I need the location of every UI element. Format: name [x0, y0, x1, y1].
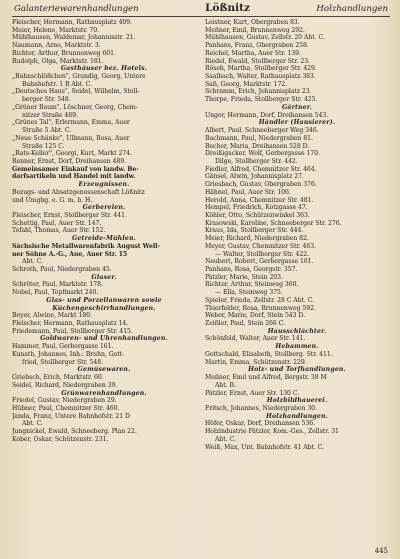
- entry-line: „Grünes Tal", Erlermann, Emma, Auer: [12, 119, 130, 127]
- entry-line: darfsartikeln und Handel mit landw.: [12, 173, 136, 181]
- entry-line: Renner, Ernst, Dorf, Dreihansen 489.: [12, 157, 126, 165]
- columns: [12, 19, 390, 451]
- entry-line: Weiß, Max, Unt. Bahnhofstr. 41 Abt. C.: [205, 443, 325, 451]
- entry-line: Weber, Marie, Dorf, Stein 543 D.: [205, 312, 305, 320]
- section-heading: Glas- und Porzellanwaren sowie: [46, 296, 162, 304]
- entry-line: Gemeinsamer Einkauf von landw. Be-: [12, 165, 139, 173]
- entry-continuation: Abt. B.: [215, 381, 236, 389]
- entry-line: „Deutsches Haus", Seidel, Wilhelm, Stoll-: [12, 88, 140, 96]
- entry-line: „Rats-Keller", Georgi, Kurt, Markt 274.: [12, 150, 133, 158]
- entry-line: Rudolph, Olga, Marktstr. 181.: [12, 57, 104, 65]
- section-heading: Holzbildhauerei.: [266, 397, 328, 405]
- entry-line: Köhler, Otto, Schützenwinkel 363.: [205, 211, 310, 219]
- entry-line: Schönfeld, Walter, Auer Str. 141.: [205, 335, 306, 343]
- section-heading: Erzeugnissen.: [78, 181, 130, 189]
- entry-line: Mühlhausen, Gustav, Zellstr. 20 Abt. C.: [205, 34, 325, 42]
- entry-line: Herold, Anna, Chemnitzer Str. 481.: [205, 196, 314, 204]
- entry-line: Martin, Emma, Schützenstr. 229.: [205, 358, 307, 366]
- entry-line: Fleischer, Hermann, Rathausplatz 409.: [12, 19, 133, 26]
- entry-line: Tofahl, Thomas, Auer Str. 152.: [12, 227, 106, 235]
- entry-line: Friedel, Gustav, Niedergraben 29.: [12, 397, 117, 405]
- header-right: Holzhandlungen: [316, 4, 388, 14]
- right-column: [205, 19, 389, 451]
- entry-line: Röseh, Martha, Stollberger Str. 429.: [205, 65, 317, 73]
- entry-line: Schröter, Paul, Marktstr. 178.: [12, 281, 103, 289]
- entry-line: Leistner, Kurt, Obergraben 83.: [205, 19, 300, 26]
- entry-line: Albert, Paul, Schneeberger Weg 346.: [205, 127, 319, 135]
- entry-line: Bachmann, Paul, Niedergraben 81.: [205, 134, 313, 142]
- entry-line: Fritsch, Johannes, Niedergraben 30.: [205, 404, 317, 412]
- entry-continuation: Straße 5 Abt. C.: [22, 127, 72, 135]
- section-heading: Gasthäuser bez. Hotels.: [60, 65, 148, 73]
- entry-line: Thierfelder, Rosa, Brunnenweg 592.: [205, 304, 316, 312]
- entry-line: Spieler, Frieda, Zellstr. 28 C Abt. C.: [205, 296, 315, 304]
- section-heading: Küchengeschirrhandlungen.: [52, 304, 156, 312]
- entry-line: Höfer, Oskar, Dorf, Dreihansen 536.: [205, 420, 316, 428]
- entry-line: „Neue Schänke", Ullmann, Rosa, Auer: [12, 134, 130, 142]
- entry-line: Fiedler, Alfred, Chemnitzer Str. 464.: [205, 165, 317, 173]
- entry-line: Saalbach, Walter, Rathausplatz 383.: [205, 73, 316, 81]
- entry-line: Fleischer, Ernst, Stollberger Str. 441.: [12, 211, 127, 219]
- entry-continuation: — Ella, Steinweg 375.: [215, 289, 283, 297]
- entry-line: Bezugs- und Absatzgenossenschaft Lößnitz: [12, 188, 145, 196]
- header-center: Lößnitz: [205, 2, 250, 14]
- entry-line: Meyer, Gustav, Chemnitzer Str. 463.: [205, 242, 316, 250]
- entry-continuation: Straße 125 C.: [22, 142, 65, 150]
- entry-line: Meßner, Emil, Brunnenweg 292.: [205, 26, 305, 34]
- entry-line: Kober, Oskar, Schützenstr. 231.: [12, 435, 109, 443]
- section-heading: Hausschlächter.: [267, 327, 327, 335]
- entry-continuation: Bahnhofstr. 1 B Abt. C.: [22, 80, 93, 88]
- entry-line: Janda, Franz, Untere Bahnhofstr. 21 D: [12, 412, 130, 420]
- entry-line: Reichel, Martha, Auer Str. 139.: [205, 49, 301, 57]
- entry-line: Naumann, Arno, Marktstr. 3.: [12, 42, 101, 50]
- section-heading: Glaser.: [91, 273, 117, 281]
- entry-line: Saß, Georg, Marktstr. 172.: [205, 80, 288, 88]
- entry-continuation: berger Str. 548.: [22, 96, 71, 104]
- entry-line: Riedel, Ewald, Stollberger Str. 23.: [205, 57, 310, 65]
- entry-line: Schramm, Erich, Johannisplatz 23.: [205, 88, 312, 96]
- section-heading: Getreide-Mühlen.: [72, 235, 136, 243]
- entry-line: Beyer, Alwine, Markt 180.: [12, 312, 92, 320]
- section-heading: Goldwaren- und Uhrenhandlungen.: [40, 335, 168, 343]
- entry-line: und Umgbg. e. G. m. b. H.: [12, 196, 93, 204]
- entry-line: Griebsch, Erich, Marktstr. 60.: [12, 374, 104, 382]
- section-heading: Grünwarenhandlungen.: [61, 389, 147, 397]
- entry-continuation: nitzer Straße 489.: [22, 111, 78, 119]
- entry-line: Pätzler, Marie, Stein 203.: [205, 273, 283, 281]
- entry-line: Holzindustrie Pätzler, Kom.-Ges., Zellstr. 31: [205, 428, 339, 436]
- entry-continuation: Abt. C.: [215, 435, 236, 443]
- left-column: [12, 19, 196, 451]
- entry-line: „Grüner Baum", Löschner, Georg, Chem-: [12, 103, 138, 111]
- entry-line: ner Söhne A.-G., Aue, Auer Str. 15: [12, 250, 128, 258]
- section-heading: Gärtner.: [281, 103, 313, 111]
- section-heading: Händler (Hausierer).: [258, 119, 336, 127]
- entry-line: Dreißigacker, Wolf, Gerbergasse 170.: [205, 150, 320, 158]
- section-heading: Holzhandlungen.: [266, 412, 328, 420]
- entry-line: Neubert, Robert, Gerbergasse 161.: [205, 258, 314, 266]
- entry-line: Kunath, Johannes, Inh.: Bruhn, Gott-: [12, 350, 125, 358]
- entry-line: Griesbach, Gustav, Obergraben 376.: [205, 181, 317, 189]
- entry-line: Hähnel, Paul, Auer Str. 106.: [205, 188, 291, 196]
- entry-continuation: Dilge, Stollberger Str. 442.: [215, 157, 298, 165]
- entry-line: Panhans, Rosa, Georgstr. 357.: [205, 266, 298, 273]
- entry-line: Gänsel, Alwin, Johannisplatz 27.: [205, 173, 304, 181]
- entry-continuation: fried, Stollberger Str. 548.: [22, 358, 104, 366]
- entry-line: Hammer, Paul, Gerbergasse 161.: [12, 343, 114, 351]
- entry-line: Schroth, Paul, Niedergraben 45.: [12, 266, 112, 273]
- section-heading: Gemüsewaren.: [77, 366, 131, 374]
- header-left: Galanteriewarenhandlungen: [14, 4, 139, 14]
- entry-line: Meier, Richard, Niedergraben 82.: [205, 235, 309, 243]
- entry-line: Becher, Maria, Dreihansen 528 D.: [205, 142, 310, 150]
- entry-continuation: Abt. C.: [22, 258, 43, 266]
- entry-line: Richter, Arthur, Brunnenweg 601.: [12, 49, 116, 57]
- entry-line: Hübner, Paul, Chemnitzer Str. 460.: [12, 404, 120, 412]
- section-heading: Gerbereien.: [82, 204, 126, 212]
- entry-line: Richter, Arthur, Steinweg 360.: [205, 281, 299, 289]
- entry-line: Mühlhausen, Waldemar, Johannisstr. 21.: [12, 34, 136, 42]
- section-heading: Hebammen.: [275, 343, 319, 351]
- entry-line: Unger, Hermann, Dorf, Dreihansen 543.: [205, 111, 329, 119]
- entry-line: Zeißler, Paul, Stein 266 C.: [205, 320, 285, 328]
- entry-line: Fleischer, Hermann, Rathausplatz 14.: [12, 320, 129, 328]
- entry-continuation: Abt. C.: [22, 420, 43, 428]
- entry-line: Pätzler, Ernst, Auer Str. 130 C.: [205, 389, 300, 397]
- entry-line: Meßner, Emil und Alfred, Bergstr. 38 M: [205, 374, 327, 382]
- entry-continuation: — Walter, Stollberger Str. 422.: [215, 250, 309, 258]
- entry-line: Schettig, Paul, Auer Str. 147.: [12, 219, 102, 227]
- entry-line: Hempel, Friedrich, Kotzgasse 47.: [205, 204, 308, 212]
- entry-line: Seidel, Richard, Niedergraben 39.: [12, 381, 118, 389]
- section-heading: Holz- und Torfhandlungen.: [248, 366, 346, 374]
- entry-line: Jungnickel, Ewald, Schneeberg. Plan 22.: [12, 428, 137, 436]
- entry-line: Krasowski, Karoline, Schneeberger Str. 276.: [205, 219, 342, 227]
- entry-line: Sächsische Metallwarenfabrik August Well-: [12, 242, 160, 250]
- running-header: [12, 3, 390, 17]
- entry-line: Thorpe, Frieda, Stollberger Str. 425.: [205, 96, 318, 104]
- entry-line: „Bahnschlößchen", Grundig, Georg, Untere: [12, 73, 146, 81]
- entry-line: Nobel, Paul, Topfmarkt 240.: [12, 289, 99, 297]
- entry-line: Panhans, Franz, Obergraben 258.: [205, 42, 309, 50]
- entry-line: Gottschald, Elisabeth, Stollberg. Str. 411.: [205, 350, 333, 358]
- entry-line: Friedemann, Paul, Stollberger Str. 415.: [12, 327, 133, 335]
- entry-line: Kraus, Ida, Stollberger Str. 444.: [205, 227, 304, 235]
- entry-line: Meier, Helene, Marktstr. 70.: [12, 26, 99, 34]
- page-number: 445: [374, 547, 388, 555]
